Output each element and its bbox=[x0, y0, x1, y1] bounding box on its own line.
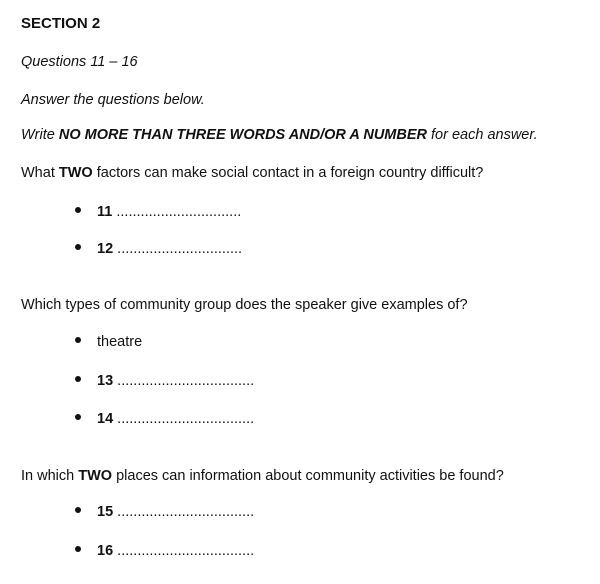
question-prefix: In which bbox=[21, 468, 79, 484]
example-item bbox=[75, 333, 142, 351]
question-suffix: places can information about community activities be found? bbox=[112, 468, 504, 484]
bullet-icon bbox=[75, 337, 81, 343]
instruction-prefix: Write bbox=[21, 127, 59, 143]
answer-item-12 bbox=[75, 240, 242, 258]
question-number: 11 bbox=[97, 204, 113, 220]
answer-item-15 bbox=[75, 503, 254, 521]
section-title: SECTION 2 bbox=[21, 15, 101, 32]
question-prefix: What bbox=[21, 165, 59, 181]
question-suffix: factors can make social contact in a foreign country difficult? bbox=[92, 165, 484, 181]
instruction-bold: NO MORE THAN THREE WORDS AND/OR A NUMBER bbox=[58, 127, 427, 143]
question-number: 16 bbox=[97, 543, 114, 559]
instruction-answer: Answer the questions below. bbox=[21, 92, 205, 108]
bullet-icon bbox=[75, 376, 81, 382]
example-text: theatre bbox=[97, 334, 143, 350]
answer-blank[interactable]: .................................. bbox=[117, 411, 255, 427]
questions-range: Questions 11 – 16 bbox=[21, 54, 138, 70]
bullet-icon bbox=[75, 414, 81, 420]
question-group-1 bbox=[21, 164, 483, 182]
answer-item-11 bbox=[75, 203, 241, 221]
instruction-word-limit bbox=[21, 126, 538, 144]
answer-blank[interactable]: .................................. bbox=[117, 373, 255, 389]
question-bold: TWO bbox=[78, 468, 113, 484]
answer-item-14 bbox=[75, 410, 254, 428]
question-group-2: Which types of community group does the speaker give examples of? bbox=[21, 297, 468, 313]
question-bold: TWO bbox=[58, 165, 93, 181]
answer-item-16 bbox=[75, 542, 254, 560]
question-number: 15 bbox=[97, 504, 114, 520]
answer-blank[interactable]: ............................... bbox=[116, 204, 242, 220]
bullet-icon bbox=[75, 244, 81, 250]
question-number: 13 bbox=[97, 373, 114, 389]
question-number: 14 bbox=[97, 411, 114, 427]
instruction-suffix: for each answer. bbox=[427, 127, 538, 143]
question-number: 12 bbox=[97, 241, 114, 257]
answer-blank[interactable]: .................................. bbox=[117, 504, 255, 520]
bullet-icon bbox=[75, 546, 81, 552]
answer-item-13 bbox=[75, 372, 254, 390]
answer-blank[interactable]: .................................. bbox=[117, 543, 255, 559]
bullet-icon bbox=[75, 507, 81, 513]
answer-blank[interactable]: ............................... bbox=[117, 241, 243, 257]
bullet-icon bbox=[75, 207, 81, 213]
question-group-3 bbox=[21, 467, 504, 485]
